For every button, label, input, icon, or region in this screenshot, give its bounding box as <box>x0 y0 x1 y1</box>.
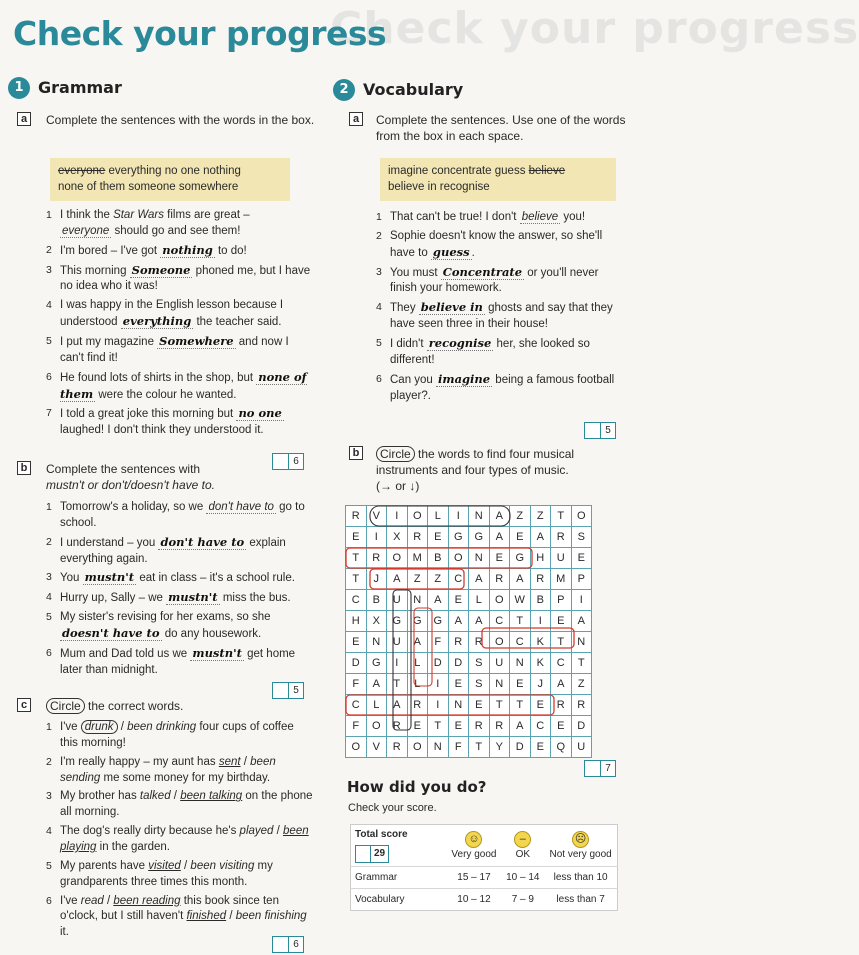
happy-face-icon: ☺ <box>465 831 482 848</box>
grid-row <box>346 674 592 695</box>
vocabulary-a-list <box>376 210 626 404</box>
grid-cell[interactable]: N <box>469 506 490 527</box>
answer[interactable]: Concentrate <box>442 264 523 279</box>
grid-cell[interactable]: M <box>551 569 572 590</box>
grid-cell[interactable]: L <box>366 695 387 716</box>
grid-cell[interactable]: E <box>551 611 572 632</box>
grid-row <box>346 695 592 716</box>
list-item: 2 I'm bored – I've got nothing to do! <box>46 242 247 257</box>
answer[interactable]: nothing <box>162 242 213 257</box>
grid-cell[interactable]: B <box>428 548 449 569</box>
grid-cell[interactable]: I <box>428 695 449 716</box>
score-box[interactable]: 5 <box>584 422 616 439</box>
grammar-b-list <box>46 500 314 679</box>
grid-cell[interactable]: S <box>571 527 592 548</box>
table-row: Vocabulary 10 – 12 7 – 9 less than 7 <box>351 889 618 911</box>
grid-cell[interactable]: O <box>489 632 510 653</box>
word-box: imagine concentrate guess believe believe in recognise <box>380 158 616 201</box>
section-number: 1 <box>8 77 30 99</box>
vocabulary-heading <box>333 78 463 101</box>
grid-cell[interactable]: Q <box>551 737 572 758</box>
box-words: everything no one nothing <box>105 165 241 177</box>
option-c[interactable]: finished <box>186 910 227 923</box>
grid-cell[interactable]: R <box>448 632 469 653</box>
option-a[interactable]: talked <box>139 790 171 803</box>
grid-cell[interactable]: T <box>346 548 367 569</box>
option-a[interactable]: sent <box>218 755 241 768</box>
grid-cell[interactable]: R <box>530 569 551 590</box>
grid-cell[interactable]: I <box>366 527 387 548</box>
grid-cell[interactable]: G <box>366 653 387 674</box>
grid-cell[interactable]: N <box>571 632 592 653</box>
grammar-heading <box>8 76 122 99</box>
answer[interactable]: Someone <box>131 262 191 277</box>
grid-cell[interactable]: F <box>346 716 367 737</box>
grid-cell[interactable]: R <box>489 716 510 737</box>
crossed-word: everyone <box>58 165 106 177</box>
grid-cell[interactable]: T <box>510 611 531 632</box>
grid-cell[interactable]: O <box>346 737 367 758</box>
grid-cell[interactable]: U <box>387 632 408 653</box>
score-box[interactable]: 6 <box>272 453 304 470</box>
list-item: 2 Sophie doesn't know the answer, so she'll have to guess . <box>376 229 603 259</box>
grid-cell[interactable]: A <box>469 611 490 632</box>
grid-cell[interactable]: N <box>428 737 449 758</box>
list-item: 5 My parents have visited / been visiting my grandparents three times this month. <box>46 859 273 888</box>
grid-row <box>346 716 592 737</box>
total-label: Total score <box>355 829 408 840</box>
grid-cell[interactable]: Y <box>489 737 510 758</box>
grid-cell[interactable]: G <box>469 527 490 548</box>
grid-cell[interactable]: F <box>346 674 367 695</box>
grid-cell[interactable]: R <box>571 695 592 716</box>
list-item: 1 That can't be true! I don't believe you! <box>376 211 586 223</box>
grid-cell[interactable]: T <box>551 632 572 653</box>
grid-cell[interactable]: J <box>530 674 551 695</box>
grid-cell[interactable]: T <box>469 737 490 758</box>
answer[interactable]: recognise <box>428 336 492 351</box>
list-item: 7 I told a great joke this morning but no one laughed! I don't think they understood it. <box>46 406 282 437</box>
list-item: 5 I didn't recognise her, she looked so different! <box>376 336 590 366</box>
option-b[interactable]: been drinking <box>127 721 197 733</box>
grid-cell[interactable]: D <box>346 653 367 674</box>
grid-cell[interactable]: R <box>407 695 428 716</box>
grid-cell[interactable]: T <box>428 716 449 737</box>
option-d[interactable]: been finishing <box>235 910 307 923</box>
grid-cell[interactable]: A <box>366 674 387 695</box>
grid-cell[interactable]: E <box>346 632 367 653</box>
grid-cell[interactable]: E <box>469 695 490 716</box>
grid-cell[interactable]: G <box>428 611 449 632</box>
list-item: 3 My brother has talked / been talking on the phone all morning. <box>46 790 313 819</box>
grid-cell[interactable]: E <box>489 548 510 569</box>
grid-row <box>346 548 592 569</box>
grid-cell[interactable]: N <box>448 695 469 716</box>
grid-cell[interactable]: T <box>387 674 408 695</box>
grid-cell[interactable]: I <box>387 506 408 527</box>
grid-cell[interactable]: N <box>469 548 490 569</box>
grid-row <box>346 737 592 758</box>
grid-cell[interactable]: R <box>551 527 572 548</box>
option-a[interactable]: drunk <box>81 720 118 734</box>
answer[interactable]: believe <box>521 211 559 223</box>
page-title: Check your progress <box>13 14 387 53</box>
list-item: 4 Hurry up, Sally – we mustn't miss the bus. <box>46 590 291 605</box>
grid-cell[interactable]: R <box>387 737 408 758</box>
grid-cell[interactable]: T <box>551 506 572 527</box>
score-box[interactable]: 5 <box>272 682 304 699</box>
grid-cell[interactable]: I <box>448 506 469 527</box>
answer[interactable]: believe in <box>420 300 483 315</box>
grid-cell[interactable]: C <box>530 716 551 737</box>
grid-cell[interactable]: I <box>387 653 408 674</box>
grid-row <box>346 506 592 527</box>
crossed-word: believe <box>528 165 566 177</box>
grammar-a-list <box>46 208 314 439</box>
section-number: 2 <box>333 79 355 101</box>
grid-row <box>346 590 592 611</box>
grid-cell[interactable]: A <box>489 506 510 527</box>
answer[interactable]: guess <box>432 244 470 259</box>
grid-cell[interactable]: L <box>428 506 449 527</box>
answer[interactable]: everyone <box>62 224 110 237</box>
grid-cell[interactable]: A <box>387 695 408 716</box>
option-b[interactable]: been visiting <box>190 859 255 872</box>
grid-cell[interactable]: U <box>387 590 408 611</box>
grid-cell[interactable]: E <box>530 695 551 716</box>
grid-cell[interactable]: R <box>407 527 428 548</box>
grid-cell[interactable]: A <box>448 611 469 632</box>
grid-cell[interactable]: D <box>448 653 469 674</box>
grid-cell[interactable]: E <box>571 548 592 569</box>
how-subtitle: Check your score. <box>348 802 437 814</box>
answer[interactable]: no one <box>238 406 282 421</box>
instruction: Complete the sentences with the words in the box. <box>46 113 315 127</box>
score-box[interactable]: 7 <box>584 760 616 777</box>
grid-cell[interactable]: G <box>510 548 531 569</box>
grid-cell[interactable]: O <box>407 506 428 527</box>
exercise-letter: b <box>17 461 31 475</box>
list-item: 3 This morning Someone phoned me, but I have no idea who it was! <box>46 262 311 293</box>
grid-cell[interactable]: I <box>530 611 551 632</box>
option-b[interactable]: been talking <box>180 790 243 803</box>
grid-cell[interactable]: U <box>551 548 572 569</box>
list-item: 3 You must Concentrate or you'll never finish your homework. <box>376 264 599 295</box>
how-heading: How did you do? <box>347 778 487 796</box>
grid-cell[interactable]: X <box>387 527 408 548</box>
grid-cell[interactable]: E <box>551 716 572 737</box>
grid-row <box>346 653 592 674</box>
section-title: Grammar <box>38 77 122 97</box>
grid-cell[interactable]: Z <box>510 506 531 527</box>
grid-cell[interactable]: A <box>469 569 490 590</box>
grid-cell[interactable]: O <box>448 548 469 569</box>
answer[interactable]: don't have to <box>160 534 245 549</box>
answer[interactable]: mustn't <box>84 570 135 585</box>
total-box[interactable]: 29 <box>355 845 389 863</box>
grid-cell[interactable]: E <box>407 716 428 737</box>
grid-cell[interactable]: O <box>489 590 510 611</box>
grid-cell[interactable]: W <box>510 590 531 611</box>
grid-cell[interactable]: O <box>571 506 592 527</box>
list-item: 1 I've drunk / been drinking four cups of coffee this morning! <box>46 721 294 749</box>
instruction: Circle the words to find four musical instruments and four types of music. (→ or ↓) <box>376 447 575 494</box>
grid-row <box>346 569 592 590</box>
list-item: 5 I put my magazine Somewhere and now I can't find it! <box>46 334 289 364</box>
exercise-letter: b <box>349 446 363 460</box>
list-item: 3 You mustn't eat in class – it's a school rule. <box>46 570 295 585</box>
grid-cell[interactable]: O <box>366 716 387 737</box>
word-box <box>50 158 290 201</box>
grid-cell[interactable]: J <box>366 569 387 590</box>
grid-cell[interactable]: R <box>469 632 490 653</box>
grid-cell[interactable]: R <box>387 716 408 737</box>
grid-cell[interactable]: U <box>571 737 592 758</box>
list-item: 6 He found lots of shirts in the shop, but none of them were the colour he wanted. <box>46 369 307 401</box>
answer[interactable]: imagine <box>438 371 491 386</box>
grid-cell[interactable]: P <box>571 569 592 590</box>
grid-cell[interactable]: R <box>469 716 490 737</box>
grid-cell[interactable]: V <box>366 506 387 527</box>
instruction: Complete the sentences. Use one of the words from the box in each space. <box>376 113 626 144</box>
grid-cell[interactable]: R <box>366 548 387 569</box>
list-item: 5 My sister's revising for her exams, so she doesn't have to do any housework. <box>46 611 271 641</box>
grid-cell[interactable]: C <box>551 653 572 674</box>
exercise-letter: a <box>17 112 31 126</box>
grid-cell[interactable]: R <box>346 506 367 527</box>
list-item: 4 They believe in ghosts and say that they have seen three in their house! <box>376 300 613 331</box>
grid-row <box>346 632 592 653</box>
grid-cell[interactable]: Z <box>530 506 551 527</box>
grid-cell[interactable]: T <box>510 695 531 716</box>
answer[interactable]: mustn't <box>192 645 242 660</box>
grid-row <box>346 611 592 632</box>
grid-cell[interactable]: N <box>366 632 387 653</box>
grid-cell[interactable]: C <box>346 695 367 716</box>
instruction: Complete the sentences with mustn't or don't/doesn't have to. <box>46 462 215 493</box>
grid-cell[interactable]: R <box>551 695 572 716</box>
section-title: Vocabulary <box>363 79 464 99</box>
grid-cell[interactable]: A <box>571 611 592 632</box>
grid-cell[interactable]: V <box>366 737 387 758</box>
grid-cell[interactable]: G <box>448 527 469 548</box>
grid-cell[interactable]: L <box>469 590 490 611</box>
list-item: 1 I think the Star Wars films are great – everyone should go and see them! <box>46 209 250 237</box>
grid-cell[interactable]: T <box>571 653 592 674</box>
answer[interactable]: don't have to <box>208 501 274 513</box>
option-a[interactable]: visited <box>148 859 181 872</box>
grid-cell[interactable]: A <box>387 569 408 590</box>
grid-cell[interactable]: E <box>530 737 551 758</box>
grid-cell[interactable]: A <box>510 716 531 737</box>
answer[interactable]: everything <box>122 314 192 329</box>
grid-cell[interactable]: C <box>448 569 469 590</box>
list-item: 2 I'm really happy – my aunt has sent / been sending me some money for my birthday. <box>46 755 276 784</box>
list-item: 4 I was happy in the English lesson because I understood everything the teacher said. <box>46 299 284 329</box>
grid-cell[interactable]: L <box>407 674 428 695</box>
grid-cell[interactable]: D <box>571 716 592 737</box>
grid-cell[interactable]: H <box>346 611 367 632</box>
grid-cell[interactable]: O <box>407 737 428 758</box>
table-row: Grammar 15 – 17 10 – 14 less than 10 <box>351 867 618 889</box>
option-b[interactable]: been reading <box>113 894 181 907</box>
grid-cell[interactable]: D <box>428 653 449 674</box>
grid-cell[interactable]: S <box>469 653 490 674</box>
grid-cell[interactable]: K <box>530 653 551 674</box>
grid-cell[interactable]: G <box>387 611 408 632</box>
grid-cell[interactable]: E <box>510 674 531 695</box>
grid-cell[interactable]: O <box>387 548 408 569</box>
score-box[interactable]: 6 <box>272 936 304 953</box>
grid-cell[interactable]: P <box>551 590 572 611</box>
grid-cell[interactable]: Z <box>571 674 592 695</box>
grid-cell[interactable]: A <box>530 527 551 548</box>
instruction: Circle the correct words. <box>46 698 296 714</box>
grid-cell[interactable]: C <box>489 611 510 632</box>
option-b[interactable]: been sending <box>60 755 276 784</box>
neutral-face-icon: – <box>514 831 531 848</box>
grid-cell[interactable]: E <box>448 674 469 695</box>
option-a[interactable]: read <box>80 894 104 907</box>
grid-cell[interactable]: X <box>366 611 387 632</box>
grid-cell[interactable]: A <box>551 674 572 695</box>
answer[interactable]: doesn't have to <box>62 626 160 641</box>
grid-cell[interactable]: A <box>428 590 449 611</box>
grammar-c-list <box>46 720 314 941</box>
grid-row <box>346 527 592 548</box>
exercise-letter: a <box>349 112 363 126</box>
list-item: 6 Mum and Dad told us we mustn't get home later than midnight. <box>46 645 296 676</box>
grid-cell[interactable]: E <box>448 590 469 611</box>
grid-cell[interactable]: B <box>366 590 387 611</box>
list-item: 6 Can you imagine being a famous football player?. <box>376 371 615 402</box>
grid-cell[interactable]: F <box>428 632 449 653</box>
grid-cell[interactable]: B <box>530 590 551 611</box>
grid-cell[interactable]: H <box>530 548 551 569</box>
list-item: 2 I understand – you don't have to explain everything again. <box>46 534 286 565</box>
grid-cell[interactable]: G <box>407 611 428 632</box>
grid-cell[interactable]: E <box>510 527 531 548</box>
grid-cell[interactable]: F <box>448 737 469 758</box>
grid-cell[interactable]: D <box>510 737 531 758</box>
grid-cell[interactable]: E <box>428 527 449 548</box>
grid-cell[interactable]: A <box>407 632 428 653</box>
answer[interactable]: mustn't <box>168 590 218 605</box>
grid-cell[interactable]: C <box>346 590 367 611</box>
grid-cell[interactable]: I <box>428 674 449 695</box>
grid-cell[interactable]: N <box>510 653 531 674</box>
grid-cell[interactable]: E <box>346 527 367 548</box>
grid-cell[interactable]: A <box>489 527 510 548</box>
list-item: 1 Tomorrow's a holiday, so we don't have to go to school. <box>46 501 305 529</box>
grid-cell[interactable]: Z <box>428 569 449 590</box>
grid-cell[interactable]: A <box>510 569 531 590</box>
exercise-letter: c <box>17 698 31 712</box>
option-a[interactable]: played <box>239 825 274 838</box>
grid-cell[interactable]: Z <box>407 569 428 590</box>
box-words: none of them someone somewhere <box>58 180 239 193</box>
grid-cell[interactable]: R <box>489 569 510 590</box>
grid-cell[interactable]: M <box>407 548 428 569</box>
grid-cell[interactable]: E <box>448 716 469 737</box>
grid-cell[interactable]: T <box>489 695 510 716</box>
background-watermark: Check your progress <box>330 3 859 54</box>
list-item: 6 I've read / been reading this book since ten o'clock, but I still haven't finished / been finishing it. <box>46 894 307 939</box>
score-table: Total score 29 ☺ Very good – OK ☹ Not very good Grammar 15 – 17 10 – 14 less than 10 Vocabulary 10 – 12 7 – 9 less than 7 <box>350 824 618 911</box>
grid-cell[interactable]: U <box>489 653 510 674</box>
grid-cell[interactable]: S <box>469 674 490 695</box>
word-search-grid <box>345 505 592 758</box>
list-item: 4 The dog's really dirty because he's played / been playing in the garden. <box>46 825 309 854</box>
grid-cell[interactable]: T <box>346 569 367 590</box>
option-b[interactable]: been playing <box>60 825 309 854</box>
direction-arrows: (→ or ↓) <box>376 479 420 494</box>
grid-cell[interactable]: I <box>571 590 592 611</box>
answer[interactable]: none of them <box>60 369 307 401</box>
grid-cell[interactable]: K <box>530 632 551 653</box>
answer[interactable]: Somewhere <box>159 334 234 349</box>
grid-cell[interactable]: L <box>407 653 428 674</box>
sad-face-icon: ☹ <box>572 831 589 848</box>
grid-cell[interactable]: N <box>489 674 510 695</box>
grid-cell[interactable]: C <box>510 632 531 653</box>
grid-cell[interactable]: N <box>407 590 428 611</box>
